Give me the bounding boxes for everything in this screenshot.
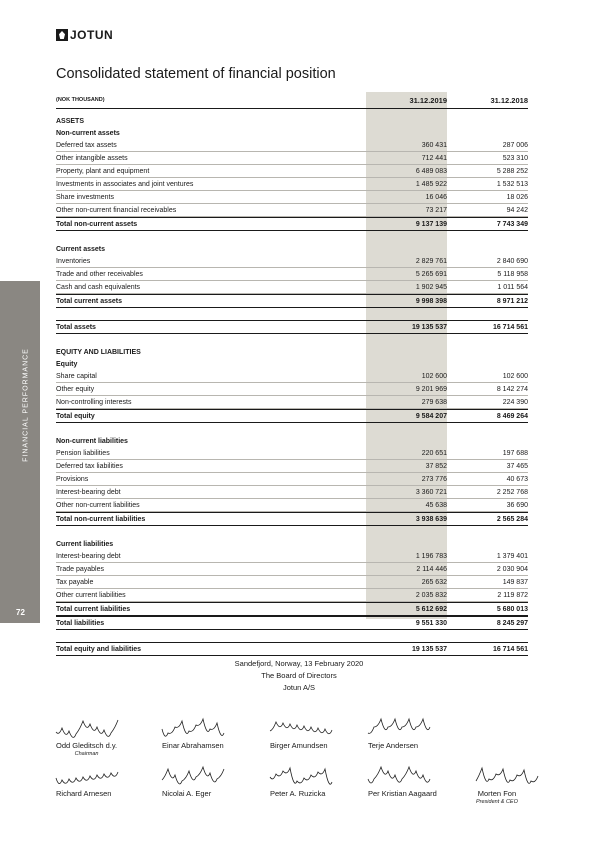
value-2019: 2 114 446 <box>416 565 447 573</box>
value-2018: 5 118 958 <box>497 270 528 278</box>
row-label: Other equity <box>56 385 95 393</box>
value-2018: 5 288 252 <box>496 167 528 175</box>
value-2019: 37 852 <box>425 462 447 470</box>
sidebar-tab <box>0 281 40 623</box>
unit-label: (NOK THOUSAND) <box>56 97 105 103</box>
section-heading <box>56 538 528 550</box>
table-row <box>56 473 528 486</box>
signoff-company: Jotun A/S <box>282 683 316 692</box>
signatory <box>56 741 117 757</box>
value-2018: 18 026 <box>506 193 528 201</box>
row-label: Other non-current financial receivables <box>56 206 177 214</box>
row-label: Equity <box>56 360 78 368</box>
value-2018: 1 532 513 <box>496 180 528 188</box>
row-spacer <box>56 308 528 320</box>
value-2019: 273 776 <box>421 475 447 483</box>
value-2018: 94 242 <box>506 206 528 214</box>
value-2018: 2 119 872 <box>497 591 528 599</box>
financial-position-table <box>56 92 528 656</box>
signatory-role: President & CEO <box>476 799 518 805</box>
total-row <box>56 217 528 231</box>
table-row <box>56 460 528 473</box>
row-label: Total equity and liabilities <box>56 645 142 653</box>
table-header <box>56 92 528 109</box>
signatory <box>270 789 325 798</box>
table-row <box>56 550 528 563</box>
table-row <box>56 281 528 294</box>
row-label: Property, plant and equipment <box>56 167 150 175</box>
value-2018: 1 011 564 <box>497 283 528 291</box>
value-2018: 16 714 561 <box>492 323 528 331</box>
value-2018: 2 030 904 <box>496 565 528 573</box>
signatory-name: Morten Fon <box>477 789 517 798</box>
value-2018: 523 310 <box>502 154 528 162</box>
table-row <box>56 204 528 217</box>
section-heading <box>56 243 528 255</box>
signatory-name: Terje Andersen <box>368 741 419 750</box>
value-2019: 2 829 761 <box>415 257 447 265</box>
value-2019: 5 265 691 <box>415 270 447 278</box>
row-spacer <box>56 231 528 243</box>
signatory <box>162 741 224 750</box>
value-2018: 2 252 768 <box>496 488 528 496</box>
row-label: Current liabilities <box>56 540 114 548</box>
value-2018: 5 680 013 <box>496 605 528 613</box>
value-2019: 45 638 <box>425 501 447 509</box>
value-2019: 9 998 398 <box>415 297 447 305</box>
row-label: Inventories <box>56 257 91 265</box>
row-label: Total equity <box>56 412 95 420</box>
value-2018: 8 469 264 <box>496 412 528 420</box>
value-2018: 8 142 274 <box>496 385 528 393</box>
value-2019: 9 201 969 <box>415 385 447 393</box>
row-label: Tax payable <box>56 578 94 586</box>
value-2018: 7 743 349 <box>496 220 528 228</box>
value-2019: 3 360 721 <box>415 488 447 496</box>
table-row <box>56 576 528 589</box>
row-spacer <box>56 526 528 538</box>
value-2018: 1 379 401 <box>496 552 528 560</box>
value-2018: 197 688 <box>502 449 528 457</box>
total-row <box>56 409 528 423</box>
column-header-2019: 31.12.2019 <box>409 95 447 105</box>
signatory <box>162 789 211 798</box>
sidebar-section-label: FINANCIAL PERFORMANCE <box>22 348 30 462</box>
table-row <box>56 370 528 383</box>
row-label: Total non-current assets <box>56 220 138 228</box>
handwritten-signature <box>52 713 132 739</box>
signatory-name: Nicolai A. Eger <box>162 789 212 798</box>
value-2018: 2 840 690 <box>496 257 528 265</box>
page-number: 72 <box>16 608 25 617</box>
table-row <box>56 447 528 460</box>
value-2019: 279 638 <box>421 398 447 406</box>
signatory-name: Peter A. Ruzicka <box>270 789 326 798</box>
value-2019: 5 612 692 <box>415 605 447 613</box>
handwritten-signature <box>364 713 444 739</box>
value-2018: 224 390 <box>502 398 528 406</box>
table-row <box>56 563 528 576</box>
row-label: Non-current liabilities <box>56 437 128 445</box>
value-2019: 712 441 <box>421 154 447 162</box>
value-2019: 9 584 207 <box>415 412 447 420</box>
signatory-name: Birger Amundsen <box>270 741 328 750</box>
section-heading <box>56 435 528 447</box>
signatory-name: Per Kristian Aagaard <box>368 789 437 798</box>
row-label: Total current assets <box>56 297 123 305</box>
logo-text: JOTUN <box>70 28 114 42</box>
row-label: Interest-bearing debt <box>56 552 121 560</box>
table-row <box>56 486 528 499</box>
row-label: ASSETS <box>56 117 85 125</box>
row-spacer <box>56 630 528 642</box>
signatory-name: Odd Gleditsch d.y. <box>56 741 118 750</box>
row-label: Interest-bearing debt <box>56 488 121 496</box>
value-2019: 16 046 <box>425 193 447 201</box>
handwritten-signature <box>158 761 238 787</box>
total-row <box>56 642 528 656</box>
row-label: Share investments <box>56 193 114 201</box>
value-2019: 73 217 <box>425 206 447 214</box>
row-label: EQUITY AND LIABILITIES <box>56 348 141 356</box>
table-row <box>56 255 528 268</box>
row-label: Total liabilities <box>56 619 105 627</box>
table-row <box>56 383 528 396</box>
handwritten-signature <box>158 713 238 739</box>
signatory <box>56 789 111 798</box>
value-2019: 6 489 083 <box>415 167 447 175</box>
value-2018: 37 465 <box>506 462 528 470</box>
value-2019: 220 651 <box>421 449 447 457</box>
signatory-name: Richard Arnesen <box>56 789 112 798</box>
page-title: Consolidated statement of financial position <box>56 66 336 82</box>
row-label: Investments in associates and joint ventures <box>56 180 194 188</box>
section-heading <box>56 115 528 127</box>
row-label: Other non-current liabilities <box>56 501 140 509</box>
signatory <box>270 741 328 750</box>
value-2018: 8 245 297 <box>496 619 528 627</box>
table-row <box>56 499 528 512</box>
total-row <box>56 616 528 630</box>
row-label: Share capital <box>56 372 97 380</box>
table-row <box>56 165 528 178</box>
value-2019: 1 196 783 <box>415 552 447 560</box>
handwritten-signature <box>472 761 552 787</box>
value-2018: 2 565 284 <box>496 515 528 523</box>
handwritten-signature <box>266 713 346 739</box>
jotun-emblem-icon <box>56 29 68 41</box>
total-row <box>56 294 528 308</box>
signoff-board: The Board of Directors <box>261 671 337 680</box>
table-row <box>56 139 528 152</box>
row-label: Deferred tax assets <box>56 141 117 149</box>
value-2019: 9 137 139 <box>415 220 447 228</box>
value-2019: 3 938 639 <box>415 515 447 523</box>
value-2019: 19 135 537 <box>411 645 447 653</box>
row-label: Other intangible assets <box>56 154 128 162</box>
row-label: Total assets <box>56 323 96 331</box>
total-row <box>56 512 528 526</box>
column-header-2018: 31.12.2018 <box>490 95 528 105</box>
row-label: Trade payables <box>56 565 104 573</box>
section-heading <box>56 127 528 139</box>
signatory <box>476 789 518 805</box>
table-row <box>56 396 528 409</box>
row-spacer <box>56 423 528 435</box>
value-2019: 9 551 330 <box>415 619 447 627</box>
row-label: Provisions <box>56 475 89 483</box>
section-heading <box>56 346 528 358</box>
signatory-name: Einar Abrahamsen <box>162 741 224 750</box>
table-row <box>56 178 528 191</box>
value-2018: 102 600 <box>502 372 528 380</box>
table-row <box>56 191 528 204</box>
signatory-role: Chairman <box>74 751 99 757</box>
total-row <box>56 602 528 616</box>
value-2018: 149 837 <box>502 578 528 586</box>
value-2019: 1 485 922 <box>415 180 447 188</box>
section-heading <box>56 358 528 370</box>
signatory <box>368 789 437 798</box>
row-label: Non-controlling interests <box>56 398 132 406</box>
value-2019: 265 632 <box>421 578 447 586</box>
value-2018: 16 714 561 <box>492 645 528 653</box>
row-spacer <box>56 334 528 346</box>
value-2019: 2 035 832 <box>415 591 447 599</box>
row-label: Other current liabilities <box>56 591 126 599</box>
total-row <box>56 320 528 334</box>
handwritten-signature <box>364 761 444 787</box>
row-label: Deferred tax liabilities <box>56 462 123 470</box>
row-label: Cash and cash equivalents <box>56 283 141 291</box>
signoff-place-date: Sandefjord, Norway, 13 February 2020 <box>234 659 364 668</box>
value-2019: 102 600 <box>421 372 447 380</box>
table-row <box>56 589 528 602</box>
value-2018: 287 006 <box>502 141 528 149</box>
row-label: Current assets <box>56 245 106 253</box>
value-2019: 1 902 945 <box>415 283 447 291</box>
value-2018: 40 673 <box>506 475 528 483</box>
table-row <box>56 152 528 165</box>
value-2019: 360 431 <box>421 141 447 149</box>
row-label: Pension liabilities <box>56 449 110 457</box>
jotun-logo <box>56 28 113 42</box>
row-label: Trade and other receivables <box>56 270 143 278</box>
table-row <box>56 268 528 281</box>
row-label: Total non-current liabilities <box>56 515 146 523</box>
row-label: Non-current assets <box>56 129 120 137</box>
value-2018: 8 971 212 <box>496 297 528 305</box>
value-2018: 36 690 <box>506 501 528 509</box>
signatory <box>368 741 418 750</box>
handwritten-signature <box>266 761 346 787</box>
value-2019: 19 135 537 <box>411 323 447 331</box>
handwritten-signature <box>52 761 132 787</box>
row-label: Total current liabilities <box>56 605 131 613</box>
